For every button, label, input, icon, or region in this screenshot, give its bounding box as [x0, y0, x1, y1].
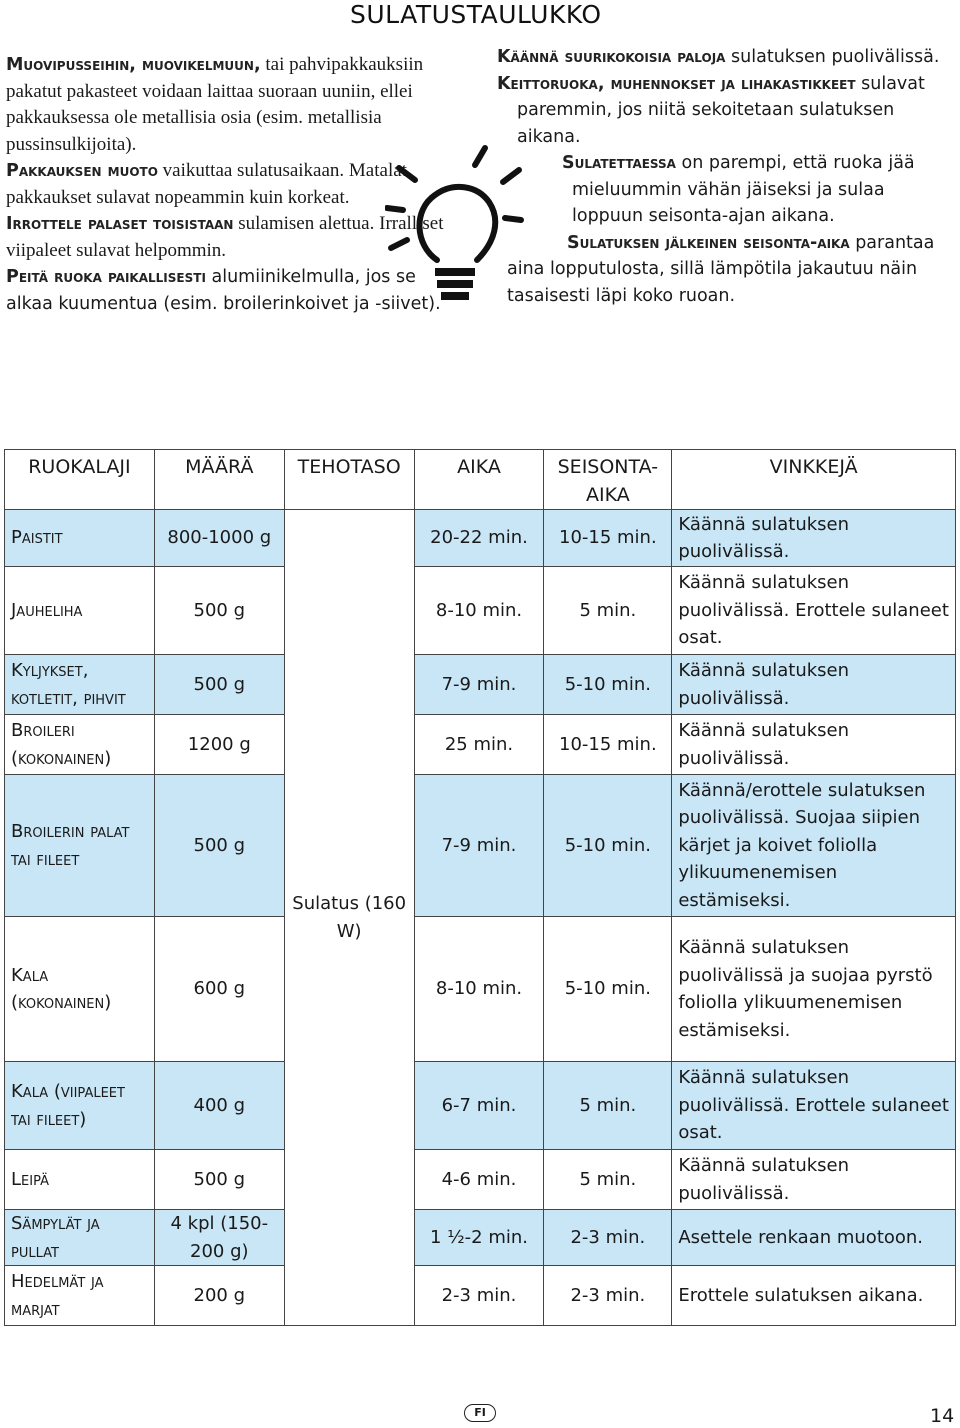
standing-time: 2-3 min. [544, 1266, 672, 1326]
standing-time: 5 min. [544, 1062, 672, 1150]
tip-lead: Peitä ruoka paikallisesti [6, 267, 206, 287]
thaw-time: 2-3 min. [414, 1266, 544, 1326]
thaw-time: 25 min. [414, 715, 544, 775]
tip-text: alumiinikelmulla, jos se alkaa kuumentua (esim. broilerinkoivet ja -siivet). [6, 267, 441, 314]
food-name: Kala (kokonainen) [5, 917, 155, 1062]
tip-lead: Pakkauksen muoto [6, 161, 158, 181]
food-tip: Käännä sulatuksen puolivälissä. Erottele sulaneet osat. [672, 567, 956, 655]
tip-lead: Sulatuksen jälkeinen seisonta-aika [567, 232, 850, 253]
thaw-time: 8-10 min. [414, 567, 544, 655]
tip-text: sulamisen alettua. Irralliset viipaleet sulavat helpommin. [6, 213, 444, 261]
tip-lead: Keittoruoka, muhennokset ja lihakastikkeet [497, 73, 856, 94]
food-amount: 600 g [154, 917, 284, 1062]
food-amount: 400 g [154, 1062, 284, 1150]
table-row [5, 775, 956, 917]
tip-lead: Käännä suurikokoisia paloja [497, 47, 726, 67]
standing-time: 5-10 min. [544, 917, 672, 1062]
power-level: Sulatus (160 W) [284, 510, 414, 1326]
food-tip: Käännä sulatuksen puolivälissä. [672, 510, 956, 567]
food-amount: 4 kpl (150-200 g) [154, 1210, 284, 1266]
table-row [5, 1210, 956, 1266]
thaw-time: 1 ½-2 min. [414, 1210, 544, 1266]
header-food: RUOKALAJI [5, 450, 155, 510]
food-amount: 1200 g [154, 715, 284, 775]
table-row [5, 1062, 956, 1150]
tip-text: parantaa aina lopputulosta, sillä lämpötila jakautuu näin tasaisesti läpi koko ruoan. [507, 232, 935, 306]
table-row [5, 510, 956, 567]
standing-time: 2-3 min. [544, 1210, 672, 1266]
tip-text: sulavat paremmin, jos niitä sekoitetaan sulatuksen aikana. [517, 73, 925, 147]
food-tip: Käännä sulatuksen puolivälissä. [672, 1150, 956, 1210]
table-row [5, 1266, 956, 1326]
food-amount: 200 g [154, 1266, 284, 1326]
food-amount: 800-1000 g [154, 510, 284, 567]
food-name: Sämpylät ja pullat [5, 1210, 155, 1266]
tip-lead: Irrottele palaset toisistaan [6, 214, 234, 234]
tip-text: sulatuksen puolivälissä. [725, 47, 940, 67]
header-tips: VINKKEJÄ [672, 450, 956, 510]
tip-lead: Sulatettaessa [562, 153, 676, 173]
food-name: Leipä [5, 1150, 155, 1210]
food-tip: Käännä sulatuksen puolivälissä. [672, 655, 956, 715]
header-time: AIKA [414, 450, 544, 510]
food-tip: Käännä/erottele sulatuksen puolivälissä. Suojaa siipien kärjet ja koivet foliolla ylikuumenemisen estämiseksi. [672, 775, 956, 917]
thaw-time: 20-22 min. [414, 510, 544, 567]
tip-standing-time [497, 230, 953, 310]
standing-time: 5-10 min. [544, 655, 672, 715]
header-amount: MÄÄRÄ [154, 450, 284, 510]
tip-leave-icy [497, 150, 953, 230]
food-amount: 500 g [154, 567, 284, 655]
table-row [5, 1150, 956, 1210]
thaw-time: 7-9 min. [414, 655, 544, 715]
thawing-table [4, 449, 956, 1326]
table-row [5, 917, 956, 1062]
food-name: Kala (viipaleet tai fileet) [5, 1062, 155, 1150]
thaw-time: 7-9 min. [414, 775, 544, 917]
food-tip: Asettele renkaan muotoon. [672, 1210, 956, 1266]
food-name: Kyljykset, kotletit, pihvit [5, 655, 155, 715]
tip-text: vaikuttaa sulatusaikaan. Matalat pakkaukset sulavat nopeammin kuin korkeat. [6, 160, 407, 208]
standing-time: 5 min. [544, 1150, 672, 1210]
language-badge: FI [464, 1404, 496, 1422]
food-amount: 500 g [154, 1150, 284, 1210]
food-name: Hedelmät ja marjat [5, 1266, 155, 1326]
header-power: TEHOTASO [284, 450, 414, 510]
right-tips [497, 44, 953, 309]
thaw-time: 8-10 min. [414, 917, 544, 1062]
tip-stir-soups [497, 71, 953, 151]
tip-text: on parempi, että ruoka jää mieluummin vähän jäiseksi ja sulaa loppuun seisonta-ajan aikana. [572, 153, 915, 226]
table-row [5, 567, 956, 655]
tip-text: tai pahvipakkauksiin pakatut pakasteet voidaan laittaa suoraan uuniin, ellei pakkauksessa ole metallisia osia (esim. metallisia pussinsulkijoita). [6, 54, 424, 155]
table-header-row [5, 450, 956, 510]
standing-time: 5 min. [544, 567, 672, 655]
thaw-time: 6-7 min. [414, 1062, 544, 1150]
thaw-time: 4-6 min. [414, 1150, 544, 1210]
page-number: 14 [930, 1405, 955, 1427]
header-standing: SEISONTA-AIKA [544, 450, 672, 510]
page-title: SULATUSTAULUKKO [350, 0, 602, 29]
food-tip: Käännä sulatuksen puolivälissä. [672, 715, 956, 775]
food-name: Paistit [5, 510, 155, 567]
standing-time: 5-10 min. [544, 775, 672, 917]
standing-time: 10-15 min. [544, 510, 672, 567]
table-row [5, 655, 956, 715]
food-amount: 500 g [154, 775, 284, 917]
food-name: Broileri (kokonainen) [5, 715, 155, 775]
food-amount: 500 g [154, 655, 284, 715]
tip-lead: Muovipusseihin, muovikelmuun, [6, 55, 261, 75]
table-row [5, 715, 956, 775]
food-name: Broilerin palat tai fileet [5, 775, 155, 917]
tip-turn-large [497, 44, 953, 71]
food-name: Jauheliha [5, 567, 155, 655]
food-tip: Käännä sulatuksen puolivälissä. Erottele sulaneet osat. [672, 1062, 956, 1150]
standing-time: 10-15 min. [544, 715, 672, 775]
food-tip: Käännä sulatuksen puolivälissä ja suojaa pyrstö foliolla ylikuumenemisen estämiseksi. [672, 917, 956, 1062]
food-tip: Erottele sulatuksen aikana. [672, 1266, 956, 1326]
